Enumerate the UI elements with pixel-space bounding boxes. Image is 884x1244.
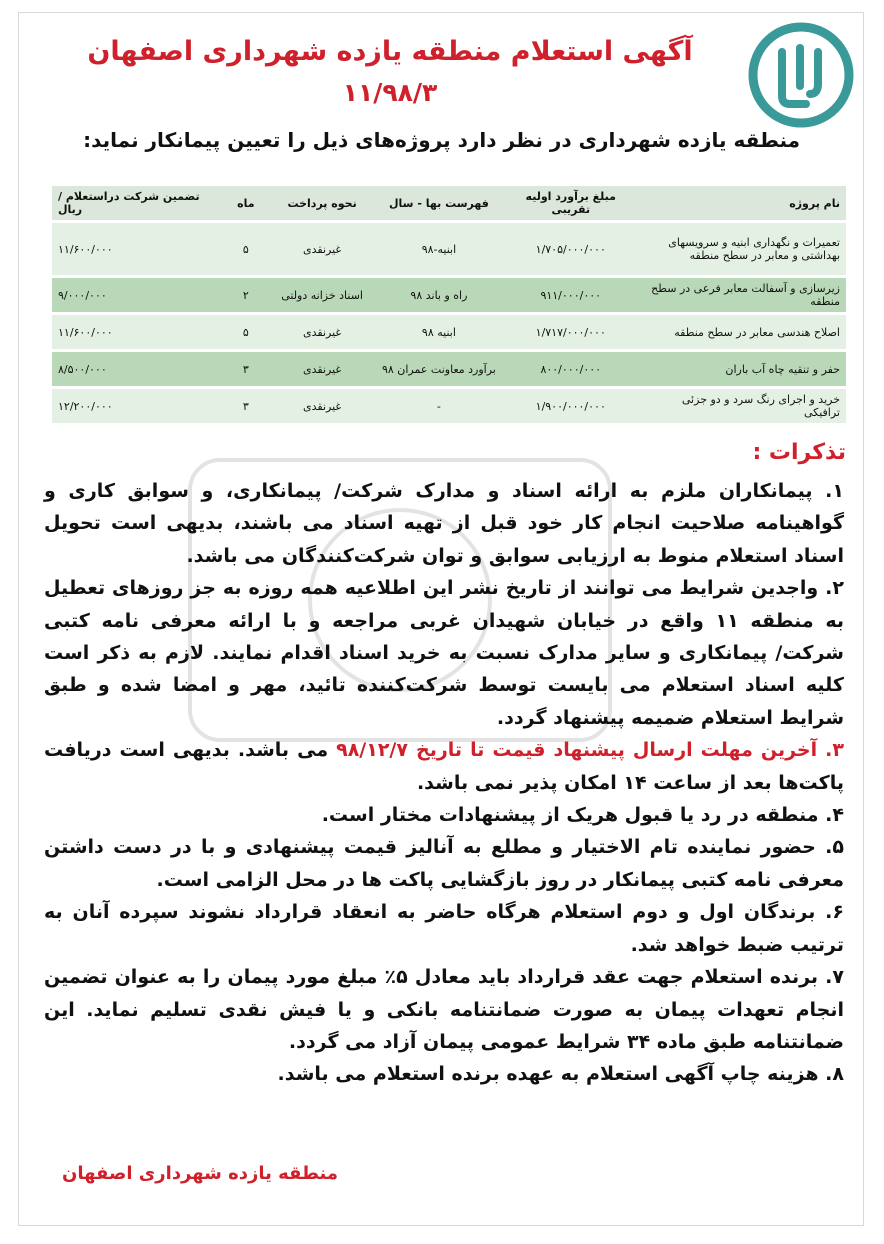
cell-project-name: زیرسازی و آسفالت معابر فرعی در سطح منطقه — [638, 278, 846, 312]
cell-payment-method: غیرنقدی — [270, 352, 374, 386]
cell-project-name: اصلاح هندسی معابر در سطح منطقه — [638, 315, 846, 349]
cell-guarantee: ۱۱/۶۰۰/۰۰۰ — [52, 315, 221, 349]
notes-title: تذکرات : — [752, 440, 846, 465]
cell-guarantee: ۸/۵۰۰/۰۰۰ — [52, 352, 221, 386]
cell-project-name: خرید و اجرای رنگ سرد و دو جزئی ترافیکی — [638, 389, 846, 423]
cell-guarantee: ۹/۰۰۰/۰۰۰ — [52, 278, 221, 312]
note-item — [44, 734, 844, 799]
header-guarantee: تضمین شرکت دراستعلام / ریال — [52, 186, 221, 220]
note-item: ۱. پیمانکاران ملزم به ارائه اسناد و مدارک شرکت/ پیمانکاری، و سوابق کاری و گواهینامه صلاحیت انجام کار خود قبل از تهیه اسناد می باشند، بدیهی است تحویل اسناد استعلام منوط به ارزیابی سوابق و توان شرکت‌کنندگان می باشد. — [44, 480, 844, 567]
note-item: ۶. برندگان اول و دوم استعلام هرگاه حاضر به انعقاد قرارداد نشوند سپرده آنان به ترتیب ضبط خواهد شد. — [44, 901, 844, 956]
table-row — [52, 352, 846, 386]
projects-table — [52, 183, 846, 426]
note-item: ۴. منطقه در رد یا قبول هریک از پیشنهادات مختار است. — [321, 804, 844, 827]
cell-price-index: ابنیه-۹۸ — [374, 223, 504, 275]
cell-payment-method: غیرنقدی — [270, 315, 374, 349]
cell-guarantee: ۱۲/۲۰۰/۰۰۰ — [52, 389, 221, 423]
note-deadline-rest: می باشد. بدیهی است دریافت پاکت‌ها بعد از ساعت ۱۴ امکان پذیر نمی باشد. — [44, 739, 844, 794]
cell-price-index: راه و باند ۹۸ — [374, 278, 504, 312]
header-project-name: نام پروژه — [638, 186, 846, 220]
municipality-logo-icon — [748, 22, 854, 128]
notice-intro: منطقه یازده شهرداری در نظر دارد پروژه‌های ذیل را تعیین پیمانکار نماید: — [83, 128, 800, 152]
note-item: ۲. واجدین شرایط می توانند از تاریخ نشر این اطلاعیه همه روزه به جز روزهای تعطیل به منطقه ۱۱ واقع در خیابان شهیدان غربی مراجعه و با ارائه معرفی نامه کتبی شرکت/ پیمانکاری و سایر مدارک نسبت به خرید اسناد اقدام نمایند. لازم به ذکر است کلیه اسناد استعلام می بایست توسط شرکت‌کننده تائید، مهر و امضا شده و طبق شرایط استعلام ضمیمه پیشنهاد گردد. — [44, 577, 844, 729]
footer-signature: منطقه یازده شهرداری اصفهان — [62, 1163, 339, 1184]
header-payment-method: نحوه پرداخت — [270, 186, 374, 220]
cell-price-index: - — [374, 389, 504, 423]
cell-payment-method: غیرنقدی — [270, 223, 374, 275]
cell-estimated-cost: ۱/۹۰۰/۰۰۰/۰۰۰ — [504, 389, 638, 423]
cell-payment-method: غیرنقدی — [270, 389, 374, 423]
header-estimated-cost: مبلغ برآورد اولیه تقریبی — [504, 186, 638, 220]
cell-estimated-cost: ۱/۷۰۵/۰۰۰/۰۰۰ — [504, 223, 638, 275]
cell-months: ۳ — [221, 389, 270, 423]
cell-estimated-cost: ۱/۷۱۷/۰۰۰/۰۰۰ — [504, 315, 638, 349]
note-item: ۸. هزینه چاپ آگهی استعلام به عهده برنده استعلام می باشد. — [277, 1063, 844, 1086]
table-row — [52, 223, 846, 275]
cell-project-name: تعمیرات و نگهداری ابنیه و سرویسهای بهداشتی و معابر در سطح منطقه — [638, 223, 846, 275]
cell-price-index: ابنیه ۹۸ — [374, 315, 504, 349]
notes-list — [44, 475, 844, 1091]
notice-title: آگهی استعلام منطقه یازده شهرداری اصفهان — [87, 36, 693, 67]
cell-months: ۲ — [221, 278, 270, 312]
notice-number: ۱۱/۹۸/۳ — [342, 78, 438, 107]
table-row — [52, 389, 846, 423]
table-header-row — [52, 186, 846, 220]
cell-estimated-cost: ۹۱۱/۰۰۰/۰۰۰ — [504, 278, 638, 312]
cell-guarantee: ۱۱/۶۰۰/۰۰۰ — [52, 223, 221, 275]
note-deadline: ۳. آخرین مهلت ارسال پیشنهاد قیمت تا تاریخ ۹۸/۱۲/۷ — [336, 739, 844, 762]
cell-price-index: برآورد معاونت عمران ۹۸ — [374, 352, 504, 386]
table-row — [52, 278, 846, 312]
header-months: ماه — [221, 186, 270, 220]
note-item: ۷. برنده استعلام جهت عقد قرارداد باید معادل ۵٪ مبلغ مورد پیمان را به عنوان تضمین انجام تعهدات پیمان به صورت ضمانتنامه بانکی و یا فیش نقدی تسلیم نماید. این ضمانتنامه طبق ماده ۳۴ شرایط عمومی پیمان آزاد می گردد. — [44, 966, 845, 1053]
cell-months: ۵ — [221, 223, 270, 275]
header-price-index: فهرست بها - سال — [374, 186, 504, 220]
cell-months: ۳ — [221, 352, 270, 386]
cell-months: ۵ — [221, 315, 270, 349]
cell-estimated-cost: ۸۰۰/۰۰۰/۰۰۰ — [504, 352, 638, 386]
table-row — [52, 315, 846, 349]
note-item: ۵. حضور نماینده تام الاختیار و مطلع به آنالیز قیمت پیشنهادی و با در دست داشتن معرفی نامه کتبی پیمانکار در روز بازگشایی پاکت ها در محل الزامی است. — [44, 836, 844, 891]
cell-payment-method: اسناد خزانه دولتی — [270, 278, 374, 312]
cell-project-name: حفر و تنقیه چاه آب باران — [638, 352, 846, 386]
